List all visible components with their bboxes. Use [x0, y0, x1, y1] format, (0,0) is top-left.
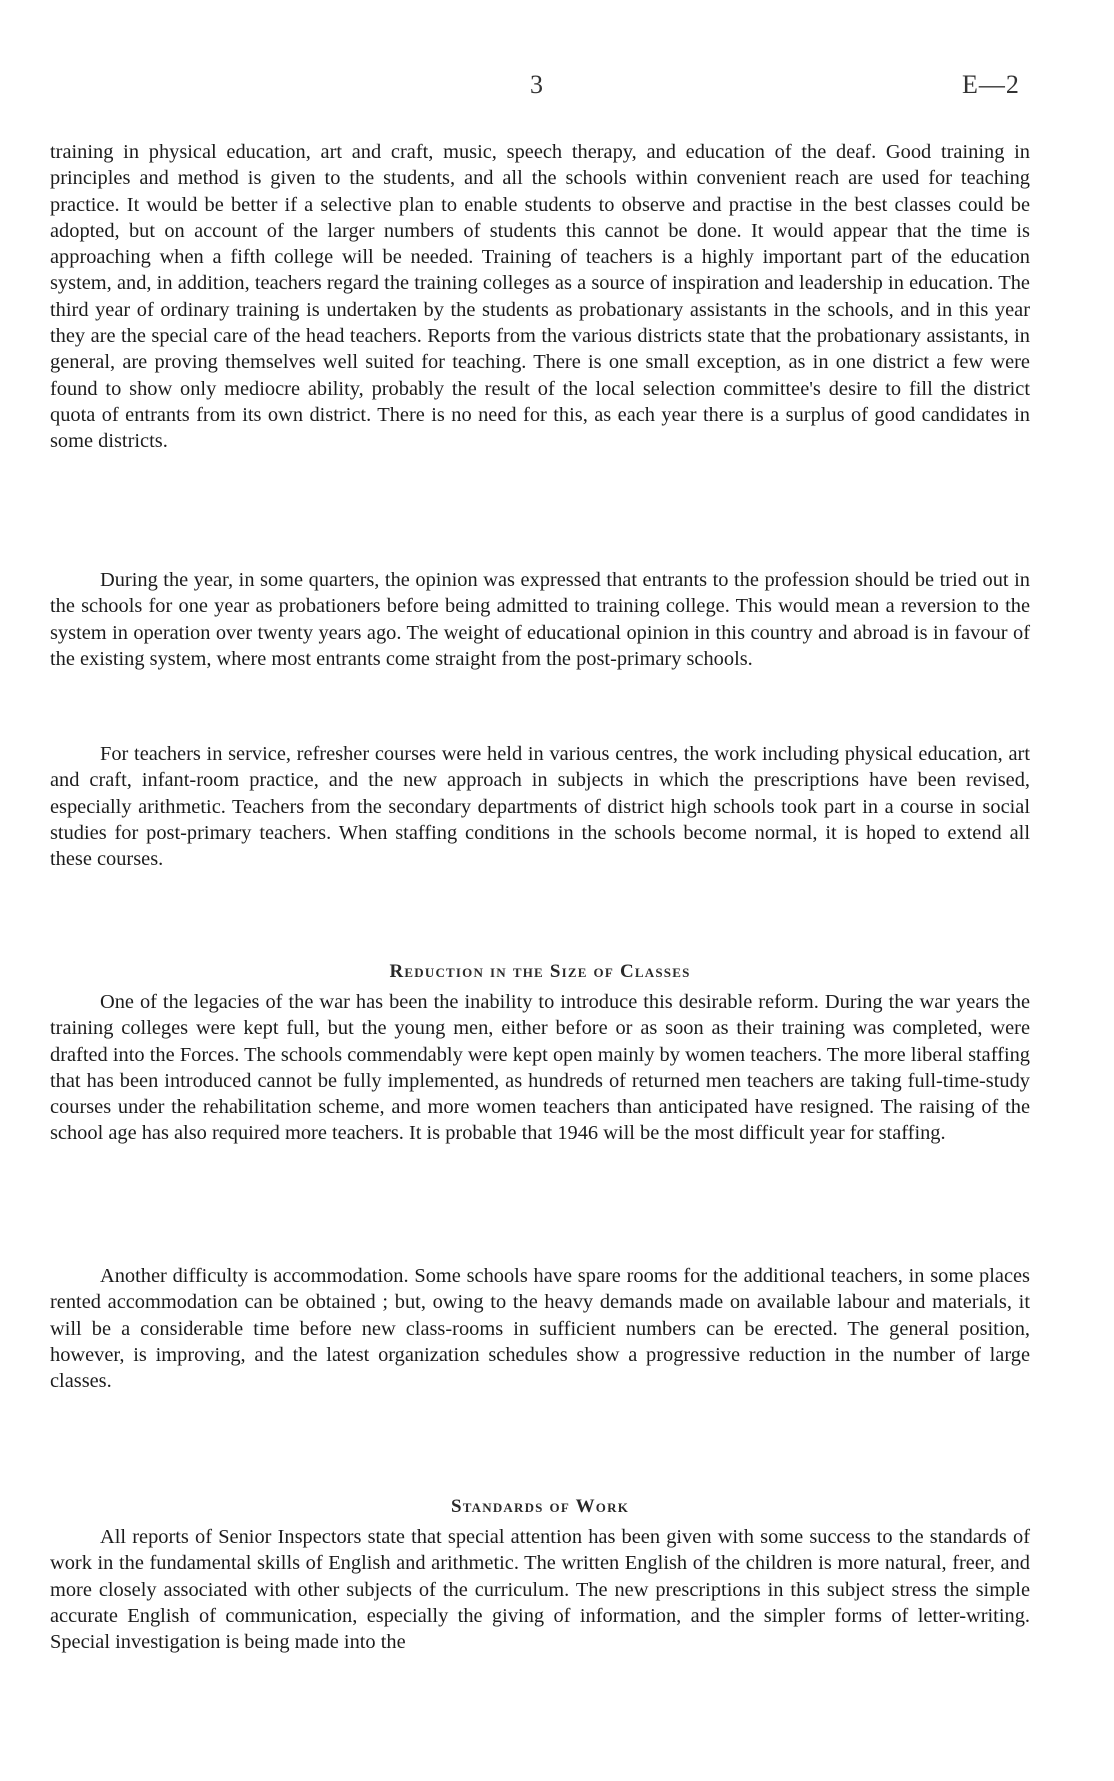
section-heading-standards: Standards of Work	[450, 1496, 630, 1517]
section-heading-class-size: Reduction in the Size of Classes	[389, 961, 691, 982]
paragraph-refresher-courses: For teachers in service, refresher courses were held in various centres, the work including physical education, art and craft, infant-room practice, and the new approach in subjects in which the prescriptions have been revised, especially arithmetic. Teachers from the secondary departments of district high schools took part in a course in social studies for post-primary teachers. When staffing conditions in the schools become normal, it is hoped to extend all these courses.	[50, 743, 1030, 871]
paragraph-senior-inspectors: All reports of Senior Inspectors state that special attention has been given with some success to the standards of work in the fundamental skills of English and arithmetic. The written English of the children is more natural, freer, and more closely associated with other subjects of the curriculum. The new prescriptions in this subject stress the simple accurate English of communication, especially the giving of information, and the simpler forms of letter-writing. Special investigation is being made into the	[50, 1526, 1030, 1654]
paragraph-probationers-opinion: During the year, in some quarters, the opinion was expressed that entrants to the profession should be tried out in the schools for one year as probationers before being admitted to training college. This would mean a reversion to the system in operation over twenty years ago. The weight of educational opinion in this country and abroad is in favour of the existing system, where most entrants come straight from the post-primary schools.	[50, 569, 1030, 670]
paragraph-training-colleges: training in physical education, art and craft, music, speech therapy, and education of the deaf. Good training in principles and method is given to the students, and all the schools within convenient reach are used for teaching practice. It would be better if a selective plan to enable students to observe and practise in the best classes could be adopted, but on account of the larger numbers of students this cannot be done. It would appear that the time is approaching when a fifth college will be needed. Training of teachers is a highly important part of the education system, and, in addition, teachers regard the training colleges as a source of inspiration and leadership in education. The third year of ordinary training is undertaken by the students as probationary assistants in the schools, and in this year they are the special care of the head teachers. Reports from the various districts state that the probationary assistants, in general, are proving themselves well suited for teaching. There is one small exception, as in one district a few were found to show only mediocre ability, probably the result of the local selection committee's desire to fill the district quota of entrants from its own district. There is no need for this, as each year there is a surplus of good candidates in some districts.	[50, 141, 1030, 453]
paragraph-accommodation: Another difficulty is accommodation. Some schools have spare rooms for the additional teachers, in some places rented accommodation can be obtained ; but, owing to the heavy demands made on available labour and materials, it will be a considerable time before new class-rooms in sufficient numbers can be erected. The general position, however, is improving, and the latest organization schedules show a progressive reduction in the number of large classes.	[50, 1265, 1030, 1393]
document-reference: E—2	[962, 70, 1020, 99]
page-number: 3	[530, 70, 544, 99]
paragraph-war-legacies: One of the legacies of the war has been the inability to introduce this desirable reform. During the war years the training colleges were kept full, but the young men, either before or as soon as their training was completed, were drafted into the Forces. The schools commendably were kept open mainly by women teachers. The more liberal staffing that has been introduced cannot be fully implemented, as hundreds of returned men teachers are taking full-time-study courses under the rehabilitation scheme, and more women teachers than anticipated have resigned. The raising of the school age has also required more teachers. It is probable that 1946 will be the most difficult year for staffing.	[50, 991, 1030, 1145]
